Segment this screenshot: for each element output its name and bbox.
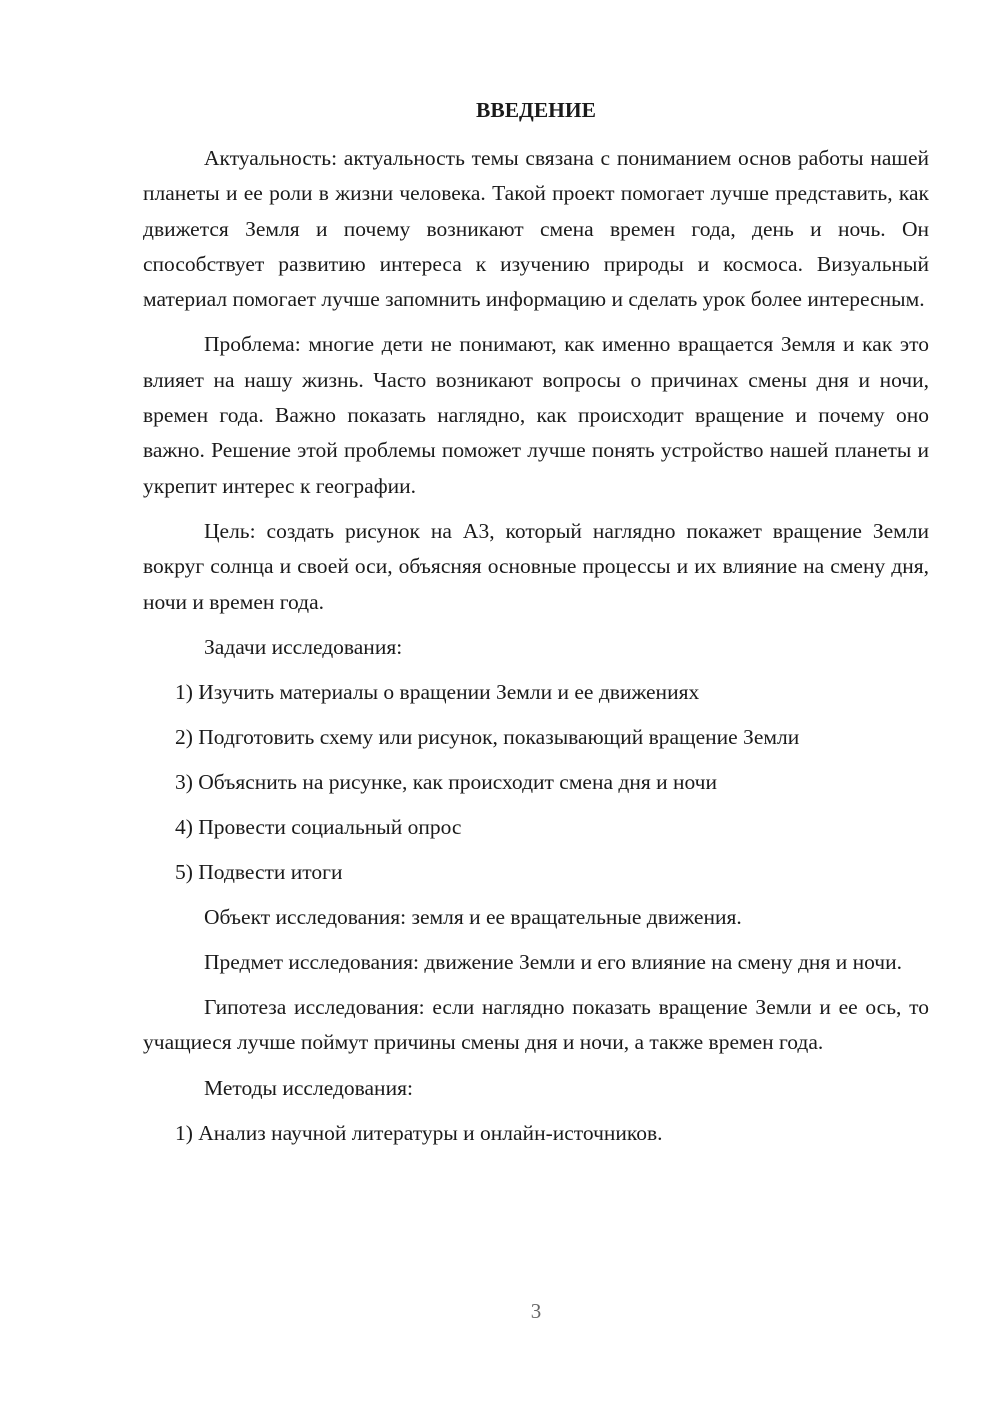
task-item: 4) Провести социальный опрос <box>175 814 462 839</box>
task-item: 1) Изучить материалы о вращении Земли и ее движениях <box>175 679 700 704</box>
object-paragraph: Объект исследования: земля и ее вращательные движения. <box>204 904 742 929</box>
page-number: 3 <box>530 1299 542 1323</box>
task-item: 2) Подготовить схему или рисунок, показывающий вращение Земли <box>175 724 800 749</box>
page-title: ВВЕДЕНИЕ <box>476 98 596 122</box>
subject-paragraph: Предмет исследования: движение Земли и его влияние на смену дня и ночи. <box>204 949 902 974</box>
task-item: 3) Объяснить на рисунке, как происходит смена дня и ночи <box>175 769 718 794</box>
methods-heading: Методы исследования: <box>204 1075 413 1100</box>
relevance-paragraph: Актуальность: актуальность темы связана с пониманием основ работы нашей планеты и ее роли в жизни человека. Такой проект помогает лучше представить, как движется Земля и почему возникают смена времен года, день и ночь. Он способствует развитию интереса к изучению природы и космоса. Визуальный материал помогает лучше запомнить информацию и сделать урок более интересным. <box>143 146 929 312</box>
methods-list <box>143 1116 929 1151</box>
document-page <box>143 93 929 1161</box>
method-item: 1) Анализ научной литературы и онлайн-источников. <box>175 1120 663 1145</box>
goal-paragraph: Цель: создать рисунок на А3, который наглядно покажет вращение Земли вокруг солнца и своей оси, объясняя основные процессы и их влияние на смену дня, ночи и времен года. <box>143 518 929 614</box>
problem-paragraph: Проблема: многие дети не понимают, как именно вращается Земля и как это влияет на нашу жизнь. Часто возникают вопросы о причинах смены дня и ночи, времен года. Важно показать наглядно, как происходит вращение и почему оно важно. Решение этой проблемы поможет лучше понять устройство нашей планеты и укрепит интерес к географии. <box>143 332 929 498</box>
task-item: 5) Подвести итоги <box>175 859 343 884</box>
hypothesis-paragraph: Гипотеза исследования: если наглядно показать вращение Земли и ее ось, то учащиеся лучше поймут причины смены дня и ночи, а также времен года. <box>143 995 929 1055</box>
tasks-list <box>143 675 929 890</box>
tasks-heading: Задачи исследования: <box>204 634 403 659</box>
